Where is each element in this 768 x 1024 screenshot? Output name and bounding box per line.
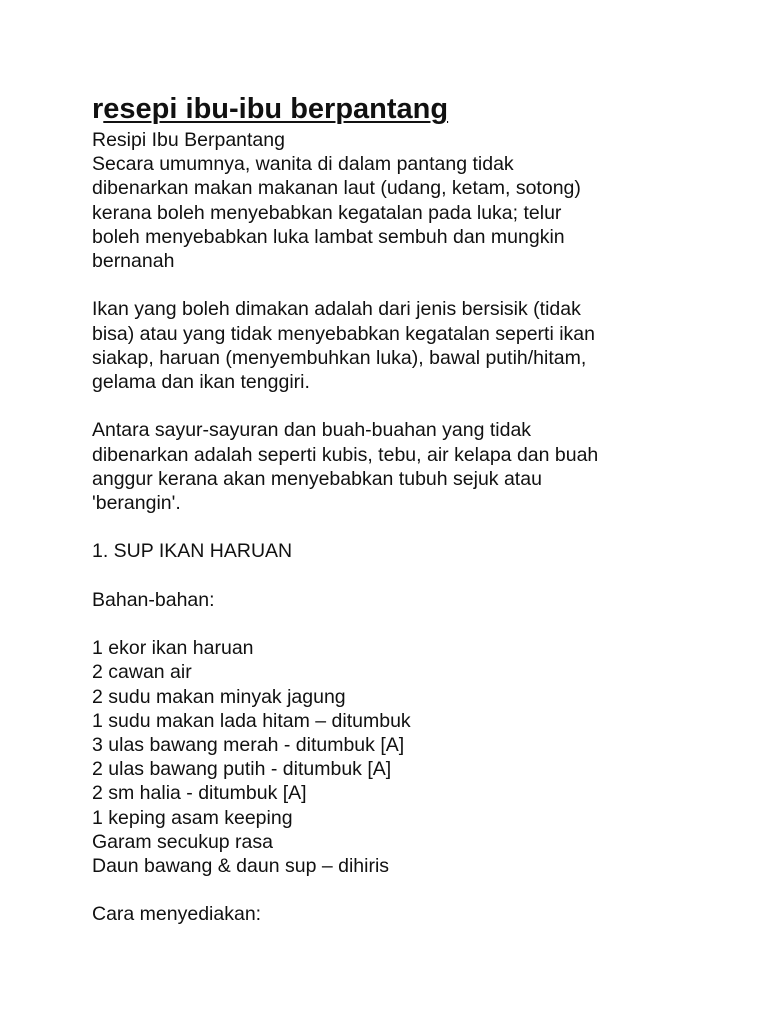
ingredient-item: 2 ulas bawang putih - ditumbuk [A] (92, 758, 392, 781)
ingredient-item: Garam secukup rasa (92, 830, 273, 853)
veg-line: 'berangin'. (92, 492, 181, 515)
intro-line: kerana boleh menyebabkan kegatalan pada luka; telur (92, 201, 562, 224)
intro-line: dibenarkan makan makanan laut (udang, ketam, sotong) (92, 177, 581, 200)
ingredient-item: 2 sudu makan minyak jagung (92, 685, 346, 708)
ingredient-item: 2 sm halia - ditumbuk [A] (92, 782, 307, 805)
ingredient-item: 1 ekor ikan haruan (92, 637, 254, 660)
ingredient-item: 3 ulas bawang merah - ditumbuk [A] (92, 734, 405, 756)
fish-line: Ikan yang boleh dimakan adalah dari jenis bersisik (tidak (92, 298, 581, 321)
ingredient-item: Daun bawang & daun sup – dihiris (92, 855, 390, 878)
intro-paragraph (92, 152, 692, 273)
subtitle: Resipi Ibu Berpantang (92, 129, 285, 151)
intro-line: Secara umumnya, wanita di dalam pantang tidak (92, 153, 514, 176)
ingredients-heading: Bahan-bahan: (92, 588, 215, 611)
fish-line: bisa) atau yang tidak menyebabkan kegatalan seperti ikan (92, 322, 595, 345)
spacer (92, 515, 692, 539)
intro-line: bernanah (92, 250, 175, 273)
title-rest: esepi ibu-ibu berpantang (103, 93, 449, 125)
fish-line: siakap, haruan (menyembuhkan luka), bawal putih/hitam, (92, 346, 587, 369)
veg-paragraph (92, 418, 692, 515)
document-title (92, 92, 692, 126)
spacer (92, 394, 692, 418)
ingredient-item: 1 sudu makan lada hitam – ditumbuk (92, 709, 411, 732)
method-heading: Cara menyediakan: (92, 903, 262, 926)
intro-line: boleh menyebabkan luka lambat sembuh dan mungkin (92, 225, 565, 248)
ingredients-list (92, 636, 692, 878)
spacer (92, 878, 692, 902)
veg-line: Antara sayur-sayuran dan buah-buahan yang tidak (92, 419, 532, 442)
fish-paragraph (92, 297, 692, 394)
veg-line: anggur kerana akan menyebabkan tubuh sejuk atau (92, 467, 542, 490)
title-first-letter: r (92, 93, 104, 125)
recipe-title: 1. SUP IKAN HARUAN (92, 540, 293, 563)
ingredient-item: 1 keping asam keeping (92, 806, 293, 829)
document-page (92, 92, 692, 927)
spacer (92, 612, 692, 636)
ingredient-item: 2 cawan air (92, 661, 192, 684)
spacer (92, 273, 692, 297)
fish-line: gelama dan ikan tenggiri. (92, 371, 310, 394)
veg-line: dibenarkan adalah seperti kubis, tebu, air kelapa dan buah (92, 443, 599, 466)
spacer (92, 564, 692, 588)
